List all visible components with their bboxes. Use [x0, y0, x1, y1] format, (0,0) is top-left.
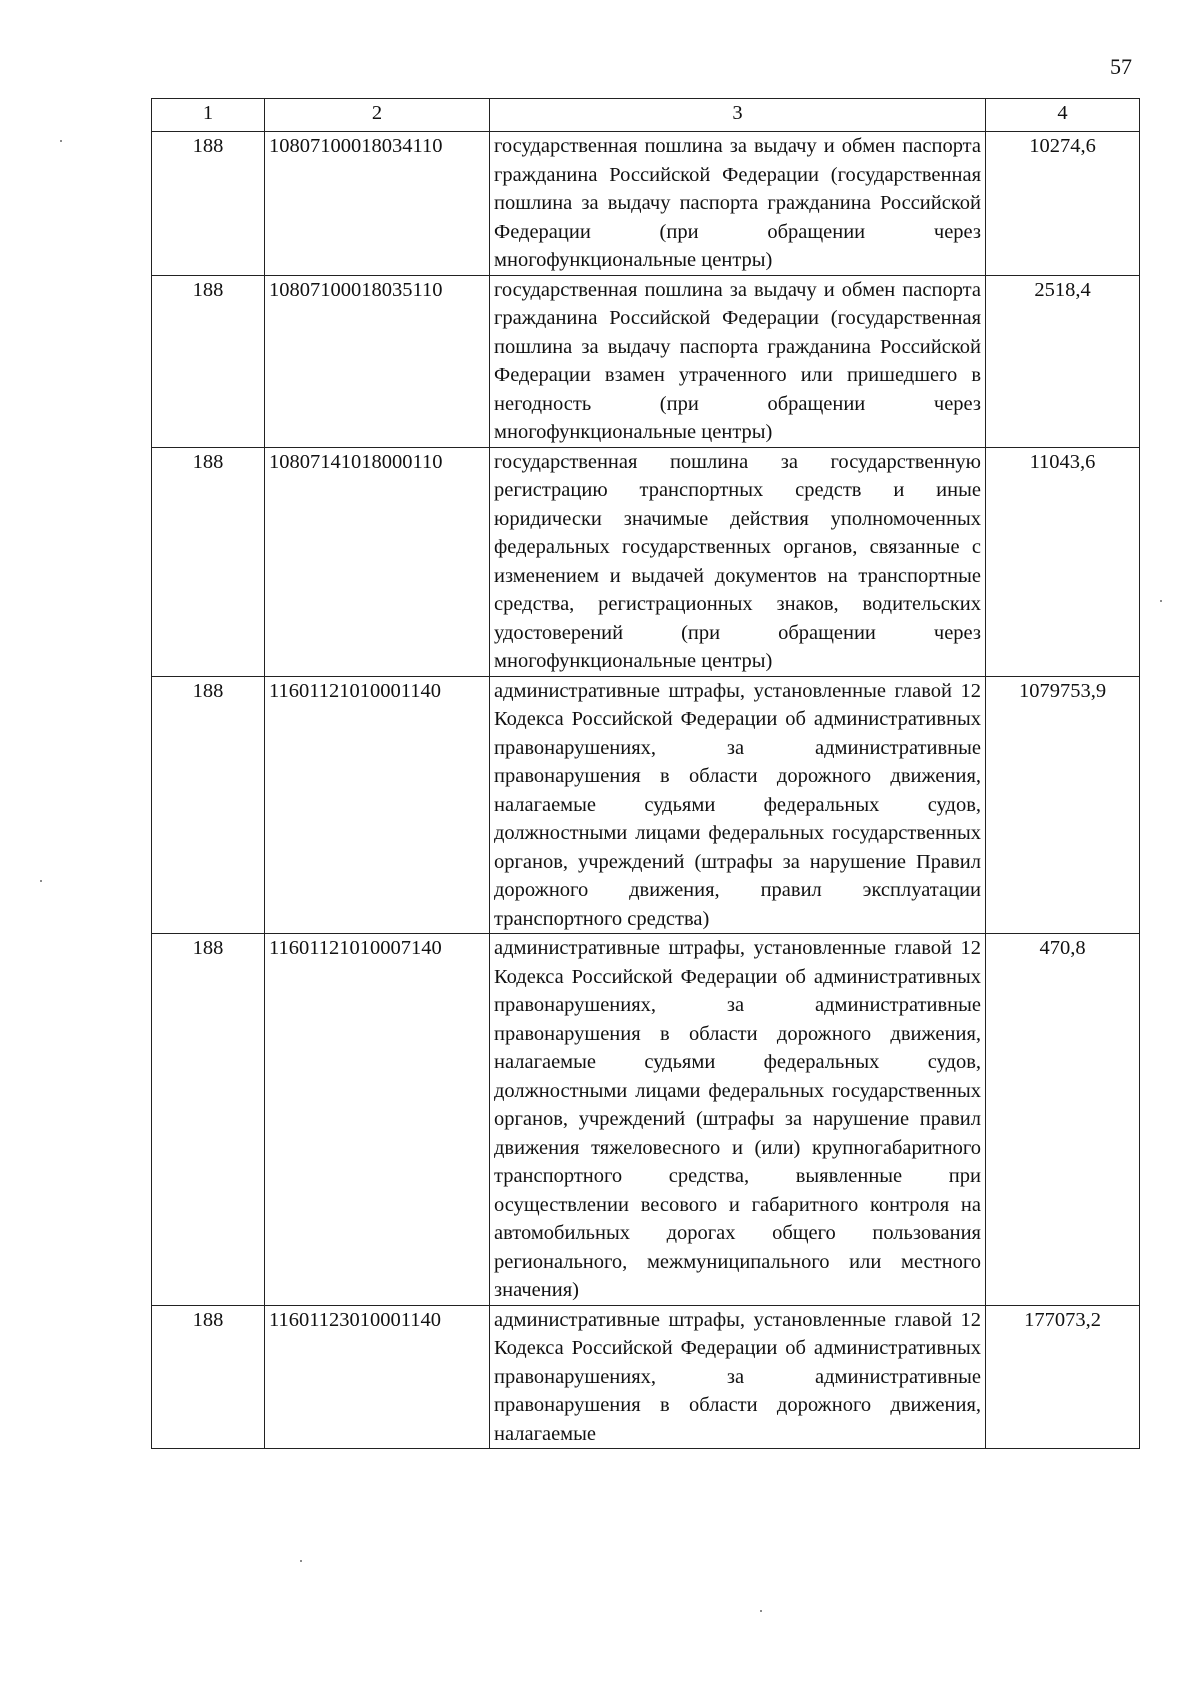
scan-speck	[300, 1560, 302, 1562]
revenue-description: административные штрафы, установленные главой 12 Кодекса Российской Федерации об административных правонарушениях, за административные правонарушения в области дорожного движения, налагаемые судьями федеральных судов, должностными лицами федеральных государственных органов, учреждений (штрафы за нарушение Правил дорожного движения, правил эксплуатации транспортного средства)	[490, 676, 986, 934]
budget-classification-code: 11601121010001140	[265, 676, 490, 934]
revenue-description: административные штрафы, установленные главой 12 Кодекса Российской Федерации об административных правонарушениях, за административные правонарушения в области дорожного движения, налагаемые	[490, 1305, 986, 1449]
amount: 11043,6	[986, 447, 1140, 676]
table-row	[152, 275, 1140, 447]
table-row	[152, 934, 1140, 1306]
budget-classification-code: 10807100018035110	[265, 275, 490, 447]
table-row	[152, 676, 1140, 934]
column-number-1: 1	[152, 99, 265, 132]
administrator-code: 188	[152, 275, 265, 447]
column-number-4: 4	[986, 99, 1140, 132]
budget-classification-code: 11601121010007140	[265, 934, 490, 1306]
revenue-description: государственная пошлина за государственную регистрацию транспортных средств и иные юридически значимые действия уполномоченных федеральных государственных органов, связанные с изменением и выдачей документов на транспортные средства, регистрационных знаков, водительских удостоверений (при обращении через многофункциональные центры)	[490, 447, 986, 676]
amount: 1079753,9	[986, 676, 1140, 934]
amount: 2518,4	[986, 275, 1140, 447]
column-number-3: 3	[490, 99, 986, 132]
administrator-code: 188	[152, 676, 265, 934]
revenue-description: государственная пошлина за выдачу и обмен паспорта гражданина Российской Федерации (государственная пошлина за выдачу паспорта гражданина Российской Федерации (при обращении через многофункциональные центры)	[490, 132, 986, 276]
administrator-code: 188	[152, 447, 265, 676]
revenue-description: административные штрафы, установленные главой 12 Кодекса Российской Федерации об административных правонарушениях, за административные правонарушения в области дорожного движения, налагаемые судьями федеральных судов, должностными лицами федеральных государственных органов, учреждений (штрафы за нарушение правил движения тяжеловесного и (или) крупногабаритного транспортного средства, выявленные при осуществлении весового и габаритного контроля на автомобильных дорогах общего пользования регионального, межмуниципального или местного значения)	[490, 934, 986, 1306]
revenue-description: государственная пошлина за выдачу и обмен паспорта гражданина Российской Федерации (государственная пошлина за выдачу паспорта гражданина Российской Федерации взамен утраченного или пришедшего в негодность (при обращении через многофункциональные центры)	[490, 275, 986, 447]
table-row	[152, 1305, 1140, 1449]
scan-speck	[60, 140, 62, 142]
scan-speck	[40, 880, 42, 882]
amount: 470,8	[986, 934, 1140, 1306]
page-number: 57	[1110, 54, 1132, 79]
column-number-2: 2	[265, 99, 490, 132]
budget-classification-code: 10807100018034110	[265, 132, 490, 276]
amount: 10274,6	[986, 132, 1140, 276]
revenue-table	[151, 98, 1140, 1449]
administrator-code: 188	[152, 934, 265, 1306]
table-row	[152, 447, 1140, 676]
administrator-code: 188	[152, 132, 265, 276]
scan-speck	[1160, 600, 1162, 602]
amount: 177073,2	[986, 1305, 1140, 1449]
budget-classification-code: 11601123010001140	[265, 1305, 490, 1449]
table-row	[152, 132, 1140, 276]
administrator-code: 188	[152, 1305, 265, 1449]
column-number-row	[152, 99, 1140, 132]
budget-classification-code: 10807141018000110	[265, 447, 490, 676]
scan-speck	[760, 1610, 762, 1612]
